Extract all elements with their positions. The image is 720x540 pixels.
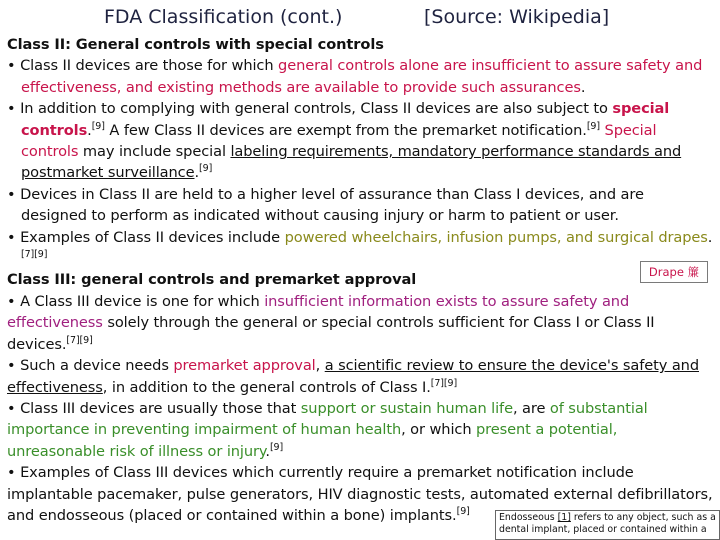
text: Devices in Class II are held to a higher level of assurance than Class I devices, and are designed to perform as indicated without causing injury or harm to patient or user.: [20, 185, 644, 225]
citation[interactable]: [9]: [91, 120, 105, 132]
highlight: support or sustain human life: [300, 399, 513, 417]
highlight: Special controls: [21, 121, 657, 161]
highlight: of substantial importance in preventing impairment of human health: [7, 399, 648, 439]
text: , in addition to the general controls of Class I.: [102, 378, 431, 396]
text: ,: [315, 357, 325, 375]
text: .: [194, 164, 200, 182]
bullet: •: [7, 100, 16, 118]
highlight: special controls: [21, 100, 670, 139]
bullet: •: [7, 228, 16, 246]
text: Examples of Class III devices which currently require a premarket notification include implantable pacemaker, pulse generators, HIV diagnostic tests, automated external defibrillators, and endosseous (placed or contained within a bone) implants.: [7, 464, 713, 524]
class3-bullet-3: [7, 398, 713, 462]
highlight: present a potential, unreasonable risk of illness or injury: [7, 421, 618, 460]
class2-bullet-2: [7, 98, 713, 184]
highlight: premarket approval: [173, 357, 316, 375]
highlight: insufficient information exists to assure safety and effectiveness: [7, 292, 630, 332]
class2-bullet-4: [7, 227, 713, 270]
bullet: •: [7, 57, 16, 75]
text: A few Class II devices are exempt from the premarket notification.: [104, 121, 587, 139]
citation[interactable]: [7][9]: [430, 377, 458, 389]
drape-label-box: Drape 簾: [640, 261, 708, 283]
text: , or which: [401, 421, 477, 439]
text: .: [87, 121, 92, 139]
page-title: FDA Classification (cont.): [104, 6, 343, 28]
text: A Class III device is one for which: [20, 292, 265, 310]
text: may include special: [78, 143, 231, 161]
class2-bullet-3: [7, 184, 713, 227]
source-label: [Source: Wikipedia]: [424, 6, 610, 28]
highlight: general controls alone are insufficient to assure safety and effectiveness, and existing methods are available to provide such assurances: [21, 57, 703, 96]
citation[interactable]: [9]: [586, 120, 600, 132]
bullet: •: [7, 464, 16, 482]
citation[interactable]: [9]: [199, 163, 213, 175]
bullet: •: [7, 399, 16, 417]
citation[interactable]: [7][9]: [21, 249, 48, 261]
note-term: Endosseous: [499, 512, 555, 523]
note-text: refers to any object, such as a dental implant, placed or contained within a: [499, 512, 716, 535]
class2-bullet-1: [7, 55, 713, 98]
text: .: [580, 78, 586, 96]
text: Such a device needs: [20, 357, 174, 375]
text: solely through the general or special controls sufficient for Class I or Class II devices.: [7, 314, 655, 353]
class3-bullet-1: [7, 291, 713, 355]
slide-body: [7, 34, 713, 526]
class3-bullet-2: [7, 355, 713, 398]
class2-heading: Class II: General controls with special controls: [7, 36, 384, 53]
class3-heading: Class III: general controls and premarket approval: [7, 271, 417, 289]
text: Class III devices are usually those that: [20, 399, 301, 417]
citation[interactable]: [9]: [269, 441, 284, 453]
slide-title: [104, 3, 644, 31]
highlight: powered wheelchairs, infusion pumps, and surgical drapes: [284, 228, 708, 246]
endosseous-note-box: [495, 510, 720, 540]
text: Examples of Class II devices include: [20, 228, 285, 246]
text: .: [265, 442, 270, 460]
text: In addition to complying with general controls, Class II devices are also subject to: [20, 100, 613, 118]
citation[interactable]: [7][9]: [66, 334, 93, 346]
underlined-text: a scientific review to ensure the device's safety and effectiveness: [7, 357, 699, 396]
bullet: •: [7, 185, 16, 203]
bullet: •: [7, 292, 16, 310]
citation[interactable]: [9]: [456, 505, 470, 517]
text: , are: [512, 399, 550, 417]
text: Class II devices are those for which: [20, 57, 279, 75]
bullet: •: [7, 357, 16, 375]
underlined-text: labeling requirements, mandatory performance standards and postmarket surveillance: [21, 143, 682, 182]
citation[interactable]: [1]: [557, 512, 571, 523]
text: .: [707, 228, 713, 246]
